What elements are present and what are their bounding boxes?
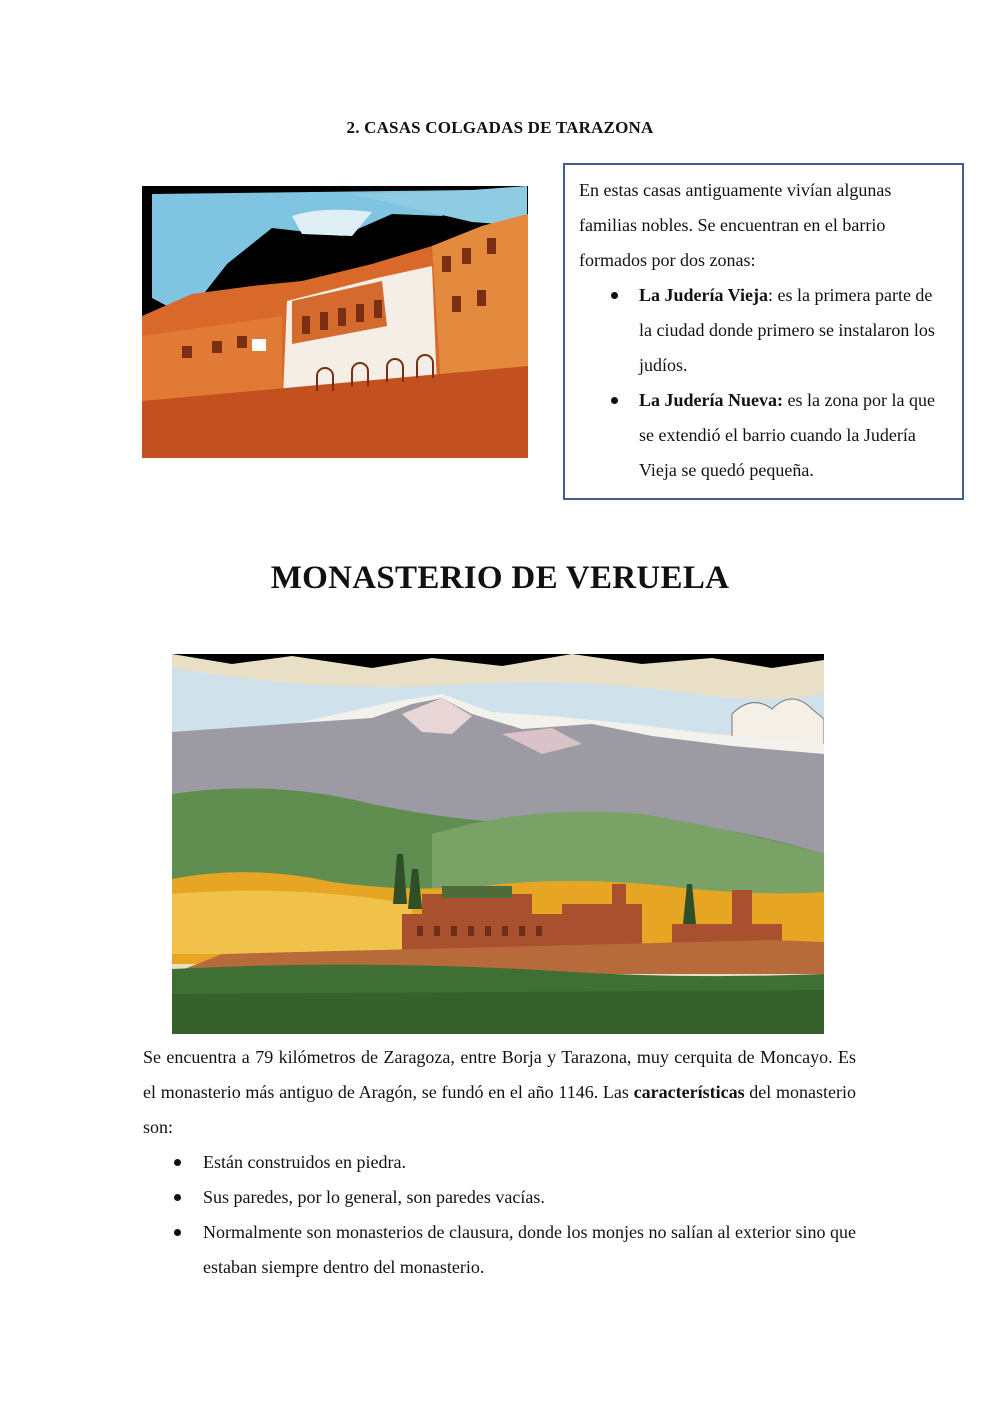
list-item-text: : es la primera parte de la ciudad donde primero se instalaron los judíos. <box>639 285 935 375</box>
page-title: MONASTERIO DE VERUELA <box>270 560 730 596</box>
list-item: Sus paredes, por lo general, son paredes vacías. <box>203 1180 856 1215</box>
paragraph-bold-term: características <box>633 1082 745 1102</box>
monastery-description <box>143 1040 856 1285</box>
list-item <box>639 278 948 383</box>
list-item: Normalmente son monasterios de clausura, donde los monjes no salían al exterior sino que estaban siempre dentro del monasterio. <box>203 1215 856 1285</box>
list-item-term: La Judería Vieja <box>639 285 768 305</box>
info-intro: En estas casas antiguamente vivían algunas familias nobles. Se encuentran en el barrio formados por dos zonas: <box>579 180 892 270</box>
list-item: Están construidos en piedra. <box>203 1145 856 1180</box>
paragraph-text-end: del monasterio son: <box>143 1082 856 1137</box>
list-item <box>639 383 948 488</box>
hanging-houses-illustration <box>142 186 528 458</box>
monastery-illustration <box>172 654 824 1034</box>
info-box <box>563 163 964 500</box>
list-item-text: es la zona por la que se extendió el barrio cuando la Judería Vieja se quedó pequeña. <box>639 390 935 480</box>
section-title: 2. CASAS COLGADAS DE TARAZONA <box>346 118 654 137</box>
info-list <box>579 278 948 488</box>
list-item-term: La Judería Nueva: <box>639 390 783 410</box>
paragraph-text: Se encuentra a 79 kilómetros de Zaragoza, entre Borja y Tarazona, muy cerquita de Moncayo. Es el monasterio más antiguo de Aragón, se fundó en el año 1146. Las <box>143 1047 856 1102</box>
monastery-paragraph <box>143 1040 856 1145</box>
characteristics-list <box>143 1145 856 1285</box>
